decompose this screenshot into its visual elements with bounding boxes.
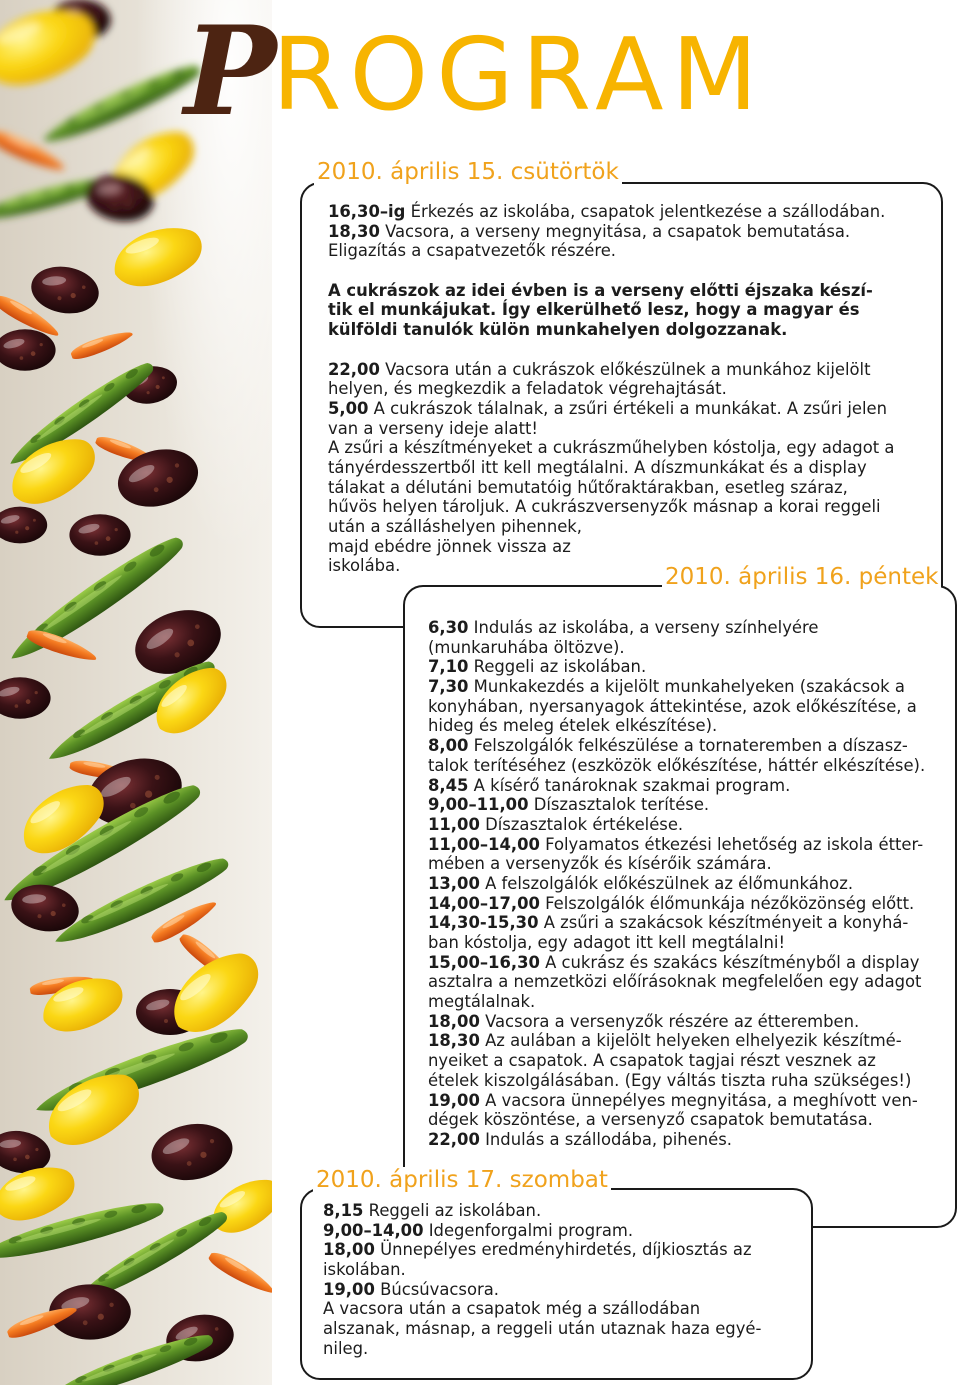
schedule-line [328,438,894,458]
schedule-text: Érkezés az iskolába, csapatok jelentkezése a szállodában. [410,202,886,221]
paragraph [323,1201,761,1359]
time-label: 18,30 [428,1031,480,1051]
schedule-line [328,419,894,439]
title-initial: P [184,0,277,144]
schedule-box-day-2 [403,585,957,1228]
schedule-text: talok terítéséhez (eszközök előkészítése, háttér elkészítése). [428,755,926,775]
schedule-text: Idegenforgalmi program. [428,1220,634,1240]
schedule-line [328,360,894,380]
time-label: 18,00 [323,1240,375,1260]
schedule-line [323,1201,761,1221]
vegetable-photo [0,0,272,1385]
schedule-content [323,1201,761,1359]
time-label: 8,00 [428,736,469,756]
time-label: 22,00 [328,359,380,379]
schedule-text: A felszolgálók előkészülnek az élőmunkához. [485,873,854,893]
schedule-line [328,517,894,537]
schedule-line [323,1299,761,1319]
time-label: 22,00 [428,1129,480,1149]
schedule-text: tányérdesszertből itt kell megtálalni. A díszmunkákat és a display [328,457,867,477]
schedule-text: alszanak, másnap, a reggeli után utaznak haza egyé- [323,1319,762,1339]
schedule-line [428,1012,925,1032]
schedule-content [428,618,925,1150]
schedule-line [323,1240,761,1260]
schedule-text: Díszasztalok terítése. [533,795,710,815]
schedule-text: Felszolgálók felkészülése a tornateremben a díszasz- [473,736,908,756]
schedule-line [328,320,894,340]
schedule-line [428,913,925,933]
schedule-text: van a verseny ideje alatt! [328,418,538,438]
schedule-text: Vacsora után a cukrászok előkészülnek a munkához kijelölt [385,359,871,379]
schedule-box-day-1 [300,182,943,628]
schedule-text: Reggeli az iskolában. [368,1201,542,1220]
schedule-line [428,953,925,973]
time-label: 11,00 [428,814,480,834]
time-label: 16,30–ig [328,202,406,221]
schedule-text: Munkakezdés a kijelölt munkahelyeken (szakácsok a [473,677,905,697]
schedule-text: asztalra a nemzetközi előírásoknak megfelelően egy adagot [428,972,922,992]
schedule-text: hűvös helyen tároljuk. A cukrászversenyzők másnap a korai reggeli [328,497,881,517]
highlight-text: A cukrászok az idei évben is a verseny előtti éjszaka készí- [328,280,873,300]
time-label: 7,10 [428,657,469,677]
schedule-text: A zsűri a szakácsok készítményeit a konyhá- [543,913,909,933]
schedule-line [323,1280,761,1300]
schedule-text: A zsűri a készítményeket a cukrászműhelyben kóstolja, egy adagot a [328,438,895,458]
paragraph [428,618,925,1150]
schedule-line [428,1091,925,1111]
schedule-text: (munkaruhába öltözve). [428,637,625,657]
time-label: 9,00–11,00 [428,795,529,815]
schedule-line [428,894,925,914]
schedule-text: Búcsúvacsora. [380,1279,499,1299]
schedule-line [328,202,894,222]
schedule-line [428,736,925,756]
schedule-line [328,399,894,419]
schedule-line [323,1221,761,1241]
schedule-line [328,300,894,320]
highlight-text: tik el munkájukat. Így elkerülhető lesz, hogy a magyar és [328,300,860,320]
schedule-text: Vacsora, a verseny megnyitása, a csapatok bemutatása. [385,221,851,241]
time-label: 6,30 [428,618,469,637]
schedule-line [428,1110,925,1130]
time-label: 7,30 [428,677,469,697]
schedule-content [328,202,894,576]
time-label: 18,00 [428,1011,480,1031]
schedule-text: Indulás a szállodába, pihenés. [485,1129,732,1149]
schedule-text: konyhában, nyersanyagok áttekintése, azok előkészítése, a [428,696,917,716]
highlight-text: külföldi tanulók külön munkahelyen dolgozzanak. [328,320,788,340]
paragraph [328,360,894,577]
time-label: 8,45 [428,775,469,795]
schedule-line [328,222,894,242]
time-label: 18,30 [328,221,380,241]
schedule-text: nileg. [323,1338,369,1358]
schedule-text: iskolában. [323,1260,406,1280]
schedule-line [428,835,925,855]
schedule-text: hideg és meleg ételek elkészítése). [428,716,718,736]
schedule-line [328,379,894,399]
schedule-text: Eligazítás a csapatvezetők részére. [328,241,617,261]
paragraph [328,202,894,261]
schedule-line [428,677,925,697]
schedule-text: megtálalnak. [428,992,536,1012]
schedule-text: mében a versenyzők és kísérőik számára. [428,854,772,874]
schedule-line [328,458,894,478]
paragraph [328,281,894,340]
schedule-text: A vacsora ünnepélyes megnyitása, a meghívott ven- [485,1090,918,1110]
schedule-line [428,618,925,638]
schedule-box-day-3 [300,1188,813,1380]
schedule-text: majd ebédre jönnek vissza az [328,536,571,556]
schedule-line [428,638,925,658]
schedule-line [428,716,925,736]
schedule-line [428,1031,925,1051]
schedule-line [428,776,925,796]
schedule-line [428,795,925,815]
time-label: 11,00–14,00 [428,834,540,854]
schedule-line [428,815,925,835]
schedule-text: nyeiket a csapatok. A csapatok tagjai részt vesznek az [428,1051,876,1071]
schedule-line [328,241,894,261]
schedule-text: A kísérő tanároknak szakmai program. [473,775,791,795]
schedule-text: Vacsora a versenyzők részére az étteremben. [485,1011,860,1031]
schedule-text: Reggeli az iskolában. [473,657,647,677]
day-heading-2: 2010. április 16. péntek [662,564,941,590]
schedule-line [323,1339,761,1359]
time-label: 8,15 [323,1201,364,1220]
time-label: 14,30-15,30 [428,913,539,933]
schedule-text: Az aulában a kijelölt helyeken elhelyezik készítmé- [485,1031,902,1051]
page-title: ROGRAM [272,16,766,133]
schedule-text: ban kóstolja, egy adagot itt kell megtálalni! [428,933,786,952]
bean [69,514,130,555]
schedule-text: Díszasztalok értékelése. [485,814,684,834]
schedule-line [428,1051,925,1071]
schedule-line [328,281,894,301]
schedule-text: Felszolgálók élőmunkája nézőközönség előtt. [545,893,915,913]
schedule-text: ételek kiszolgálásában. (Egy váltás tiszta ruha szükséges!) [428,1070,912,1090]
schedule-line [428,756,925,776]
schedule-line [328,478,894,498]
schedule-text: után a szálláshelyen pihennek, [328,517,582,536]
schedule-line [428,874,925,894]
schedule-line [428,657,925,677]
schedule-line [428,1071,925,1091]
schedule-line [323,1319,761,1339]
schedule-line [428,972,925,992]
time-label: 19,00 [428,1090,480,1110]
schedule-line [428,992,925,1012]
schedule-text: A cukrász és szakács készítményből a display [545,952,920,972]
schedule-text: helyen, és megkezdik a feladatok végrehajtását. [328,379,727,399]
schedule-line [428,697,925,717]
schedule-line [428,854,925,874]
schedule-line [323,1260,761,1280]
day-heading-3: 2010. április 17. szombat [313,1167,611,1193]
schedule-line [328,497,894,517]
schedule-text: A vacsora után a csapatok még a szállodában [323,1299,701,1319]
schedule-text: dégek köszöntése, a versenyző csapatok bemutatása. [428,1110,873,1130]
day-heading-1: 2010. április 15. csütörtök [314,159,622,185]
schedule-text: Ünnepélyes eredményhirdetés, díjkiosztás az [380,1240,752,1260]
time-label: 9,00–14,00 [323,1220,424,1240]
time-label: 15,00–16,30 [428,952,540,972]
time-label: 14,00–17,00 [428,893,540,913]
schedule-line [428,1130,925,1150]
time-label: 5,00 [328,398,369,418]
schedule-text: iskolába. [328,556,401,576]
schedule-line [428,933,925,953]
schedule-text: Indulás az iskolába, a verseny színhelyére [473,618,819,637]
schedule-text: Folyamatos étkezési lehetőség az iskola étter- [545,834,924,854]
schedule-text: A cukrászok tálalnak, a zsűri értékeli a munkákat. A zsűri jelen [368,398,887,418]
time-label: 19,00 [323,1279,375,1299]
schedule-text: tálakat a délutáni bemutatóig hűtőraktárakban, esetleg száraz, [328,477,848,497]
schedule-line [328,537,894,557]
time-label: 13,00 [428,873,480,893]
